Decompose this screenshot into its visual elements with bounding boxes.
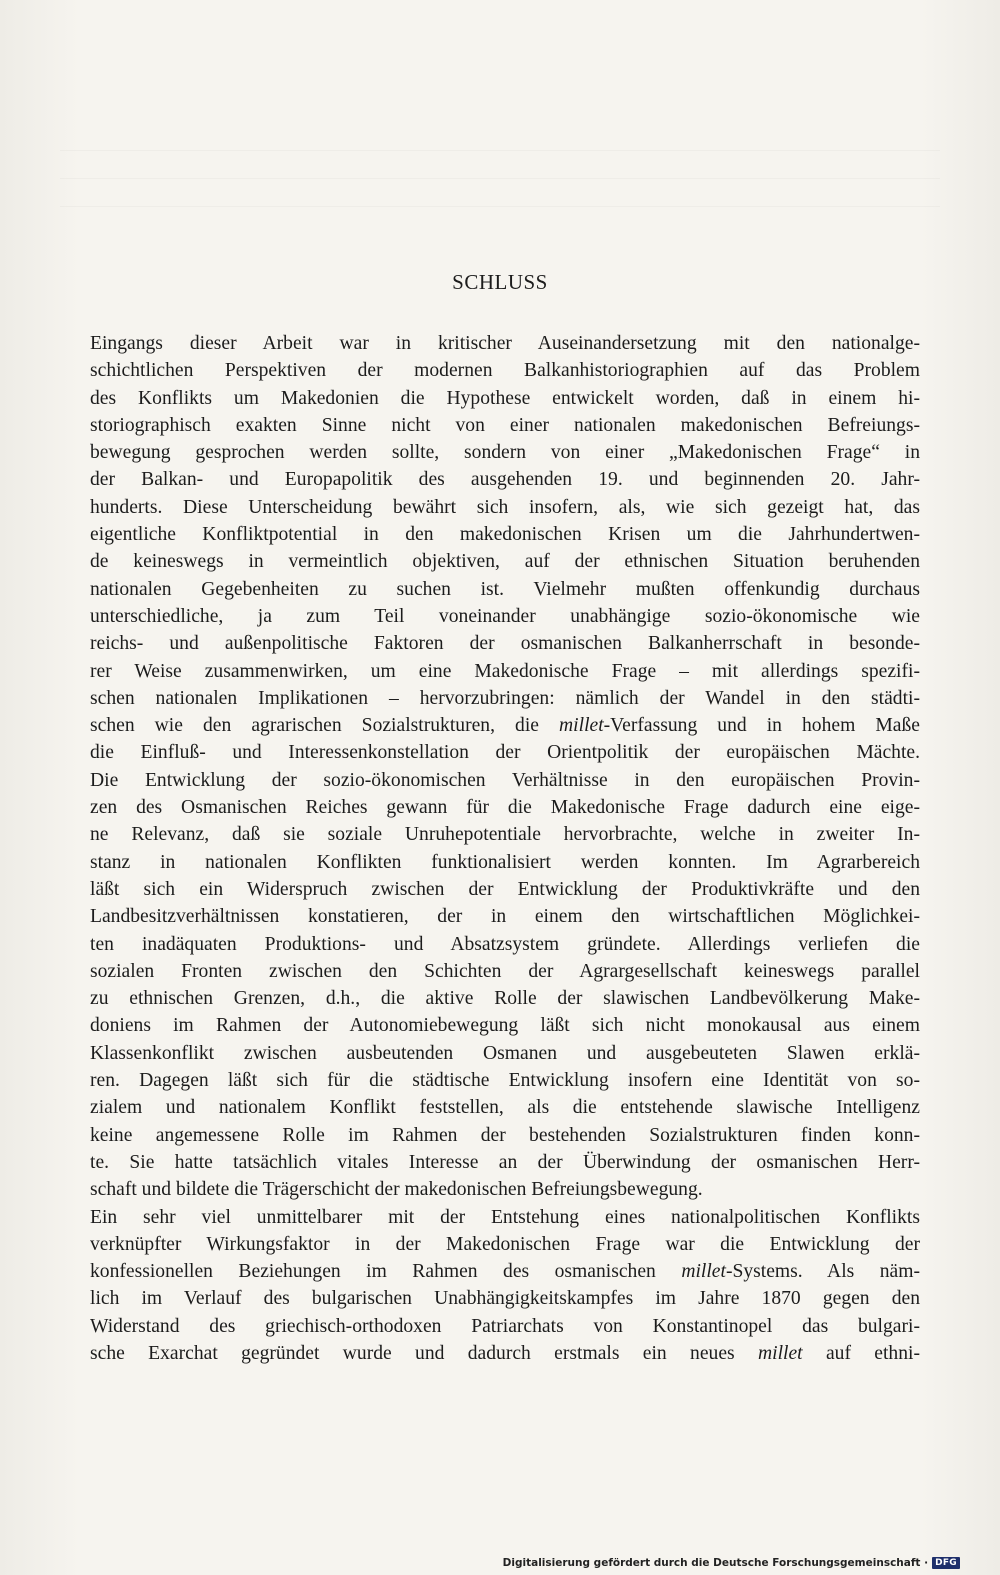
text-line: konfessionellen Beziehungen im Rahmen des osmanischen millet-Systems. Als näm- [90,1261,920,1283]
text-line: Klassenkonflikt zwischen ausbeutenden Osmanen und ausgebeuteten Slawen erklä- [90,1042,920,1064]
text-line: ten inadäquaten Produktions- und Absatzsystem gründete. Allerdings verliefen die [90,933,920,955]
text-line: Landbesitzverhältnissen konstatieren, der in einem den wirtschaftlichen Möglichkei- [90,906,920,928]
text-line: bewegung gesprochen werden sollte, sondern von einer „Makedonischen Frage“ in [90,442,920,464]
text-line: sozialen Fronten zwischen den Schichten der Agrargesellschaft keineswegs parallel [90,960,920,982]
text-line: ne Relevanz, daß sie soziale Unruhepotentiale hervorbrachte, welche in zweiter In- [90,824,920,846]
text-line: schen nationalen Implikationen – hervorzubringen: nämlich der Wandel in den städti- [90,687,920,709]
text-line: sche Exarchat gegründet wurde und dadurch erstmals ein neues millet auf ethni- [90,1342,920,1364]
chapter-title: SCHLUSS [452,270,548,294]
text-line: schichtlichen Perspektiven der modernen Balkanhistoriographien auf das Problem [90,360,920,382]
paragraph [90,1204,920,1368]
text-line: Ein sehr viel unmittelbarer mit der Entstehung eines nationalpolitischen Konflikts [90,1206,920,1228]
text-line: verknüpfter Wirkungsfaktor in der Makedonischen Frage war die Entwicklung der [90,1233,920,1255]
text-line: eigentliche Konfliktpotential in den makedonischen Krisen um die Jahrhundertwen- [90,524,920,546]
text-line: unterschiedliche, ja zum Teil voneinander unabhängige sozio-ökonomische wie [90,605,920,627]
text-line: hunderts. Diese Unterscheidung bewährt sich insofern, als, wie sich gezeigt hat, das [90,496,920,518]
digitization-footer [503,1557,960,1569]
body-text [90,330,920,1367]
text-line: stanz in nationalen Konflikten funktionalisiert werden konnten. Im Agrarbereich [90,851,920,873]
text-line: te. Sie hatte tatsächlich vitales Interesse an der Überwindung der osmanischen Herr- [90,1151,920,1173]
paragraph [90,330,920,1204]
show-through-artifact [60,150,940,151]
text-line: keine angemessene Rolle im Rahmen der bestehenden Sozialstrukturen finden konn- [90,1124,920,1146]
text-line: Eingangs dieser Arbeit war in kritischer Auseinandersetzung mit den nationalge- [90,333,920,354]
show-through-artifact [60,206,940,207]
footer-text: Digitalisierung gefördert durch die Deutsche Forschungsgemeinschaft · [502,1557,929,1569]
text-line: ren. Dagegen läßt sich für die städtische Entwicklung insofern eine Identität von so- [90,1070,920,1092]
text-line: zu ethnischen Grenzen, d.h., die aktive Rolle der slawischen Landbevölkerung Make- [90,988,920,1010]
text-line: reichs- und außenpolitische Faktoren der osmanischen Balkanherrschaft in besonde- [90,633,920,655]
text-line: doniens im Rahmen der Autonomiebewegung läßt sich nicht monokausal aus einem [90,1015,920,1037]
text-line: schen wie den agrarischen Sozialstrukturen, die millet-Verfassung und in hohem Maße [90,715,920,737]
text-line: läßt sich ein Widerspruch zwischen der Entwicklung der Produktivkräfte und den [90,878,920,900]
text-line: Die Entwicklung der sozio-ökonomischen Verhältnisse in den europäischen Provin- [90,769,920,791]
text-line: storiographisch exakten Sinne nicht von einer nationalen makedonischen Befreiungs- [90,414,920,436]
text-line: de keineswegs in vermeintlich objektiven, auf der ethnischen Situation beruhenden [90,551,920,573]
text-line: der Balkan- und Europapolitik des ausgehenden 19. und beginnenden 20. Jahr- [90,469,920,491]
text-line: des Konflikts um Makedonien die Hypothese entwickelt worden, daß in einem hi- [90,387,920,409]
text-line: rer Weise zusammenwirken, um eine Makedonische Frage – mit allerdings spezifi- [90,660,920,682]
text-line: lich im Verlauf des bulgarischen Unabhängigkeitskampfes im Jahre 1870 gegen den [90,1288,920,1310]
text-line: die Einfluß- und Interessenkonstellation der Orientpolitik der europäischen Mächte. [90,742,920,764]
text-line: zen des Osmanischen Reiches gewann für die Makedonische Frage dadurch eine eige- [90,797,920,819]
text-line: schaft und bildete die Trägerschicht der makedonischen Befreiungsbewegung. [90,1179,703,1201]
show-through-artifact [60,178,940,179]
text-line: nationalen Gegebenheiten zu suchen ist. Vielmehr mußten offenkundig durchaus [90,578,920,600]
dfg-logo-icon: DFG [932,1557,960,1569]
text-line: zialem und nationalem Konflikt feststellen, als die entstehende slawische Intelligenz [90,1097,920,1119]
text-line: Widerstand des griechisch-orthodoxen Patriarchats von Konstantinopel das bulgari- [90,1315,920,1337]
